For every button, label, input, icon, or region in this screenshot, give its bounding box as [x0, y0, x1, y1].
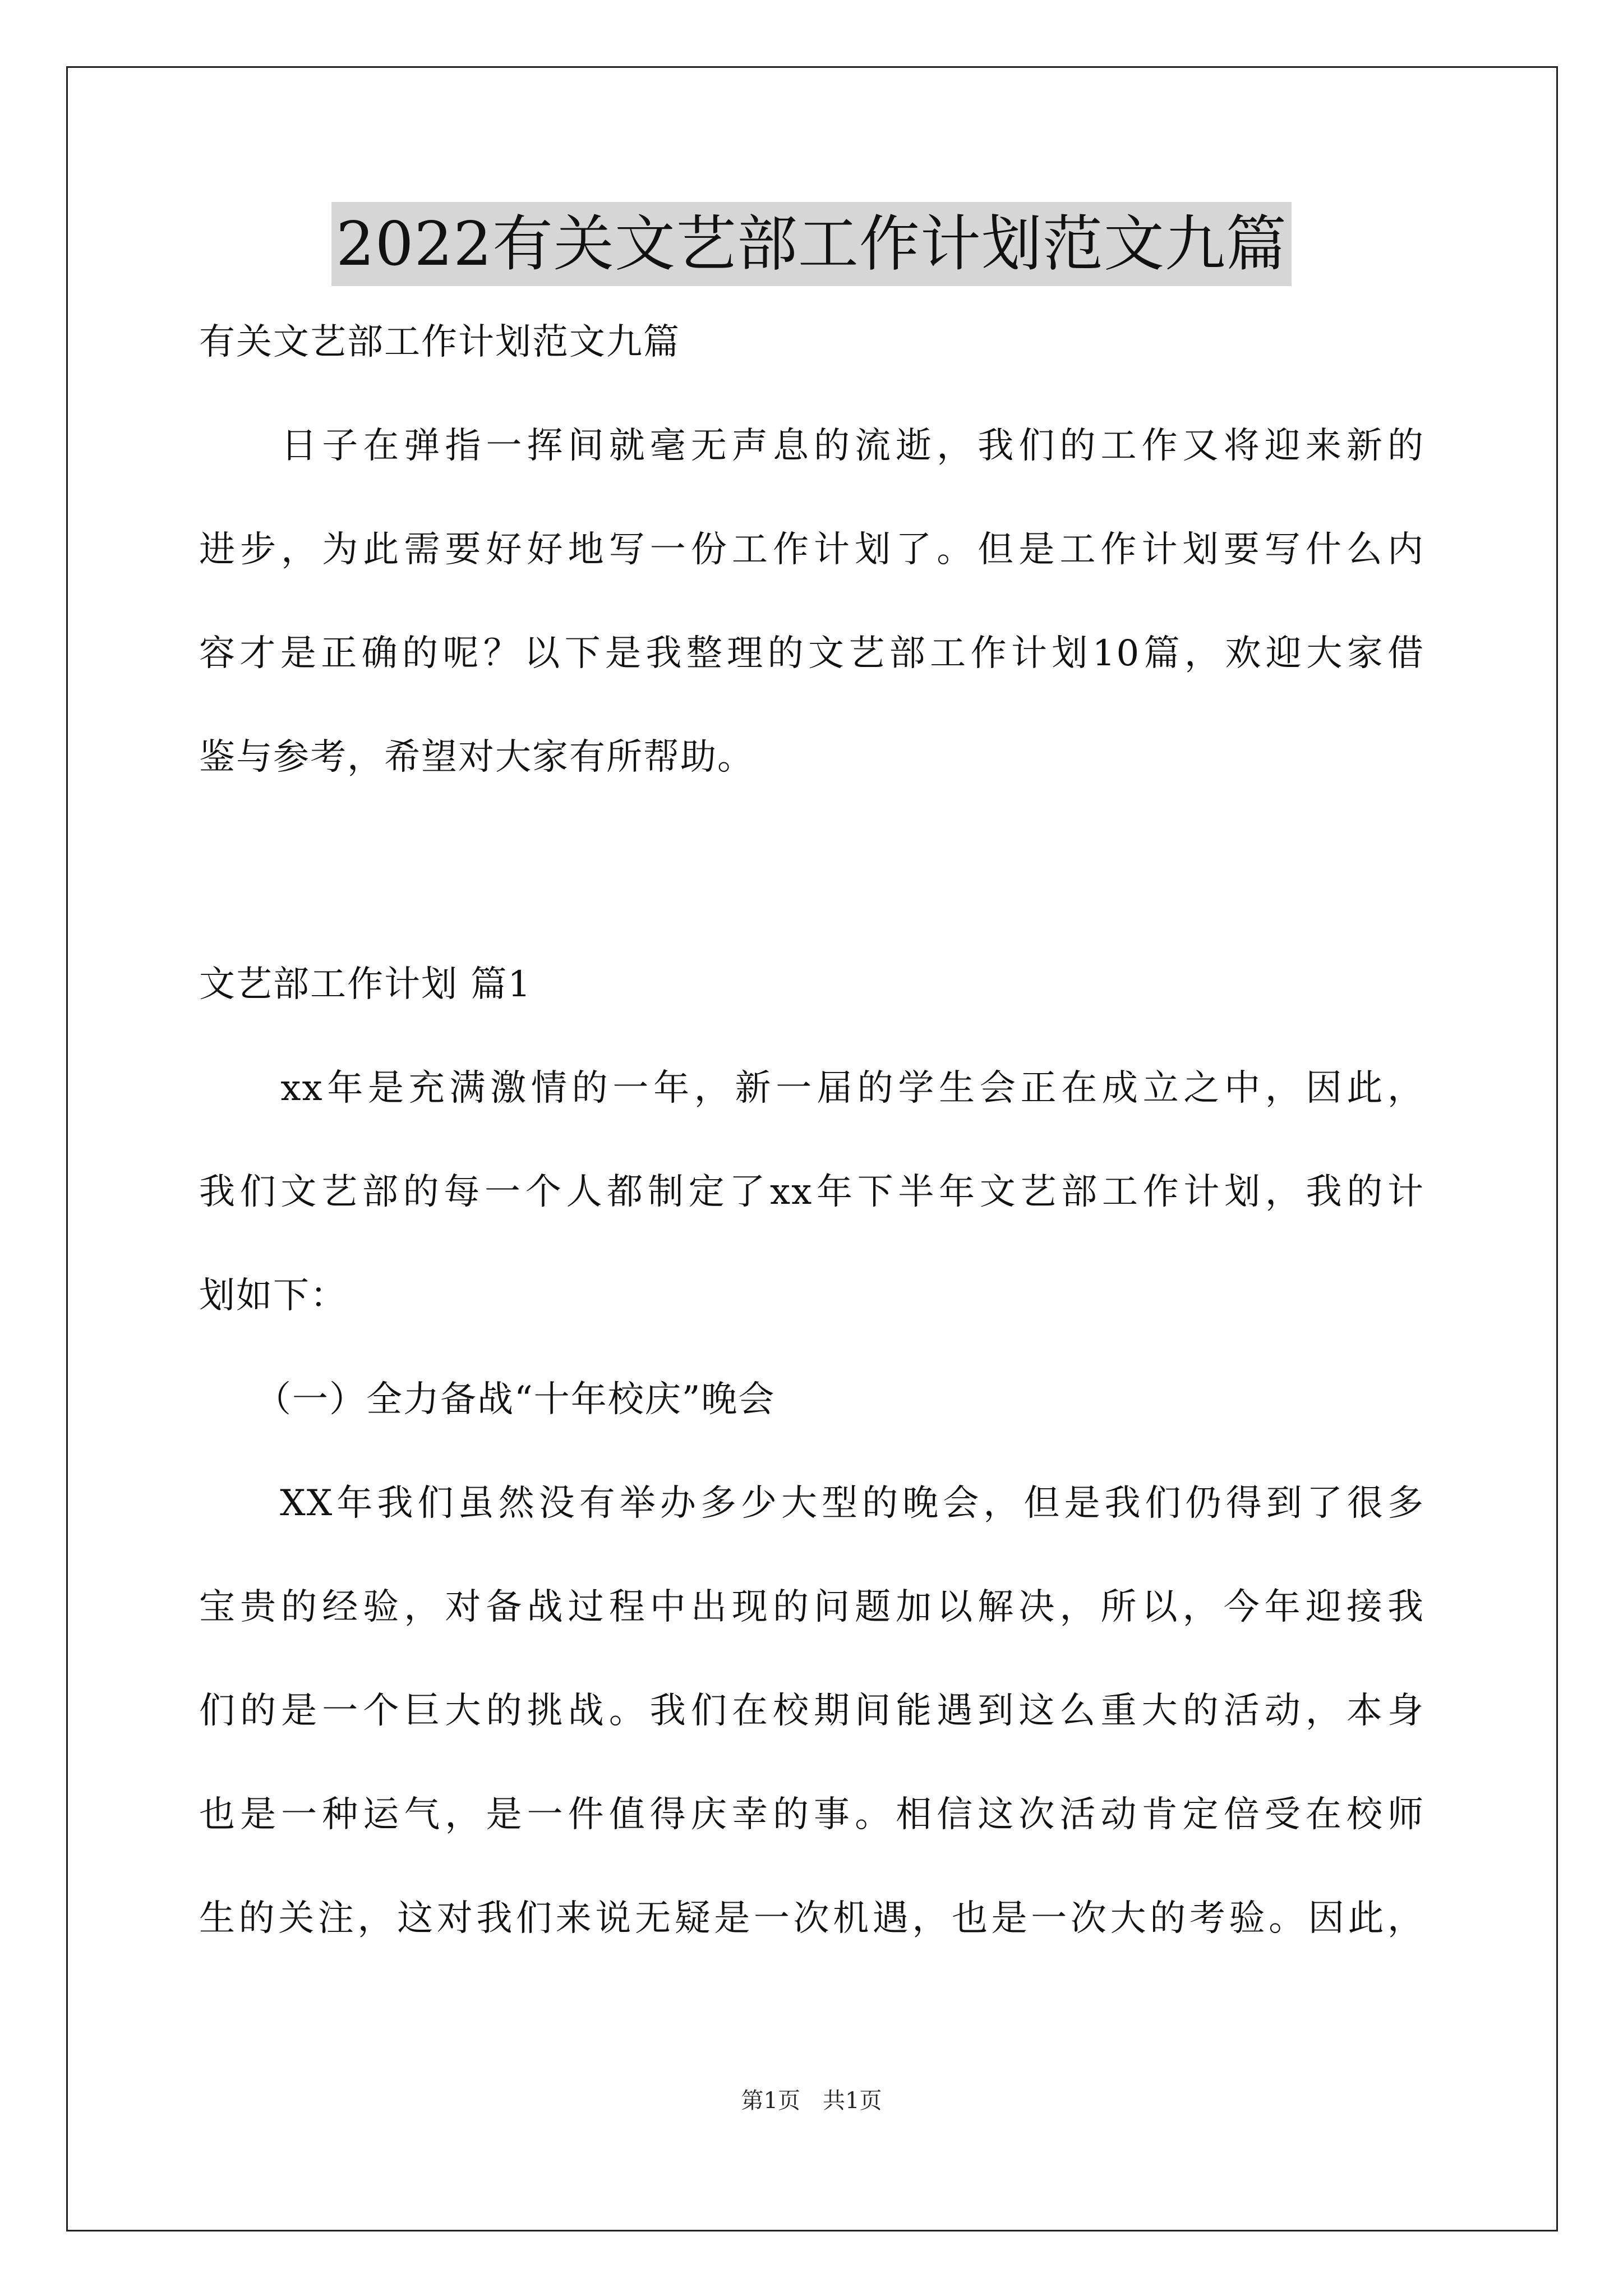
paragraph-line: 生的关注，这对我们来说无疑是一次机遇，也是一次大的考验。因此，	[199, 1898, 1424, 1939]
subsection-heading: （一）全力备战“十年校庆”晚会	[199, 1379, 776, 1420]
document-title: 2022有关文艺部工作计划范文九篇	[331, 202, 1292, 286]
paragraph-line: 进步，为此需要好好地写一份工作计划了。但是工作计划要写什么内	[199, 529, 1424, 570]
section-heading: 文艺部工作计划 篇1	[199, 964, 532, 1005]
paragraph-line: 们的是一个巨大的挑战。我们在校期间能遇到这么重大的活动，本身	[199, 1690, 1424, 1732]
page-number: 第1页 共1页	[741, 2088, 882, 2114]
paragraph-line: 我们文艺部的每一个人都制定了xx年下半年文艺部工作计划，我的计	[199, 1171, 1424, 1213]
paragraph-line: 容才是正确的呢？以下是我整理的文艺部工作计划10篇，欢迎大家借	[199, 633, 1424, 674]
subtitle-line: 有关文艺部工作计划范文九篇	[199, 321, 680, 363]
paragraph-line: 鉴与参考，希望对大家有所帮助。	[199, 737, 754, 778]
paragraph-line: 日子在弹指一挥间就毫无声息的流逝，我们的工作又将迎来新的	[199, 425, 1424, 467]
paragraph-line: 划如下：	[199, 1275, 347, 1317]
title-container	[0, 202, 1623, 286]
paragraph-line: 也是一种运气，是一件值得庆幸的事。相信这次活动肯定倍受在校师	[199, 1794, 1424, 1835]
paragraph-line: 宝贵的经验，对备战过程中出现的问题加以解决，所以，今年迎接我	[199, 1586, 1424, 1628]
paragraph-line: xx年是充满激情的一年，新一届的学生会正在成立之中，因此，	[199, 1068, 1424, 1109]
page-footer	[0, 2087, 1623, 2115]
paragraph-line: XX年我们虽然没有举办多少大型的晚会，但是我们仍得到了很多	[199, 1483, 1424, 1524]
